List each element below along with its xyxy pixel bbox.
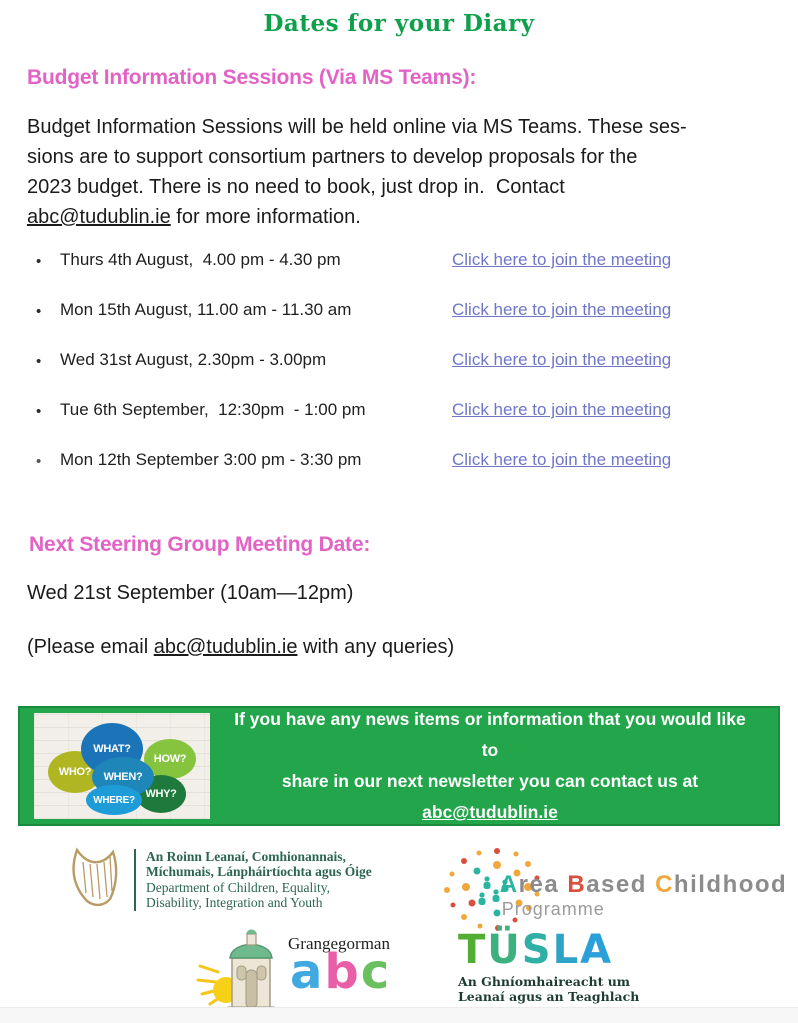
intro-line-1: Budget Information Sessions will be held online via MS Teams. These ses- — [27, 116, 687, 138]
session-datetime: Mon 12th September 3:00 pm - 3:30 pm — [60, 450, 362, 469]
budget-sessions-heading: Budget Information Sessions (Via MS Teams): — [27, 66, 477, 89]
speech-bubble-how: HOW? — [144, 739, 196, 779]
speech-bubble-who: WHO? — [48, 751, 102, 793]
session-list — [0, 250, 798, 500]
join-meeting-link[interactable]: Click here to join the meeting — [452, 350, 672, 369]
banner-line-1: If you have any news items or information that you would like to — [234, 709, 746, 760]
bullet-icon — [36, 403, 41, 420]
session-row — [0, 300, 798, 350]
news-contact-banner — [18, 706, 780, 826]
letter-c: c — [360, 944, 392, 1000]
abc-rest-a: rea — [518, 871, 560, 898]
speech-bubble-where: WHERE? — [86, 785, 142, 815]
intro-line-3: 2023 budget. There is no need to book, just drop in. Contact — [27, 176, 565, 198]
session-row — [0, 250, 798, 300]
tusla-letter-l: L — [552, 927, 581, 973]
abc-programme-logo — [438, 845, 788, 935]
abc-programme-subtitle: Programme — [501, 899, 605, 919]
grangegorman-name: Grangegorman — [288, 934, 390, 953]
banner-message — [210, 704, 778, 828]
harp-icon — [66, 845, 122, 914]
queries-email-link[interactable]: abc@tudublin.ie — [153, 636, 298, 658]
abc-programme-title — [500, 871, 787, 899]
join-meeting-link[interactable]: Click here to join the meeting — [452, 400, 672, 419]
session-datetime: Mon 15th August, 11.00 am - 11.30 am — [60, 300, 352, 319]
tusla-logo — [458, 928, 639, 1019]
letter-a: a — [290, 944, 325, 1000]
bullet-icon — [36, 353, 41, 370]
tusla-letter-u: Ü — [487, 927, 522, 973]
page-title: Dates for your Diary — [263, 10, 535, 37]
bullet-icon — [36, 453, 41, 470]
intro-line-4 — [27, 202, 779, 232]
tusla-letter-s: S — [521, 927, 553, 973]
join-meeting-link[interactable]: Click here to join the meeting — [452, 300, 672, 319]
abc-initial-c: C — [655, 871, 674, 898]
budget-intro-paragraph — [27, 112, 779, 232]
dcediy-english-line-1: Department of Children, Equality, — [146, 879, 330, 895]
queries-prefix: (Please email — [27, 636, 154, 658]
session-row — [0, 400, 798, 450]
grangegorman-abc-letters — [290, 944, 391, 1000]
dcediy-irish-line-1: An Roinn Leanaí, Comhionannais, — [146, 848, 346, 864]
abc-initial-b: B — [567, 871, 587, 898]
join-meeting-link[interactable]: Click here to join the meeting — [452, 250, 672, 269]
join-meeting-link[interactable]: Click here to join the meeting — [452, 450, 672, 469]
bullet-icon — [36, 253, 41, 270]
queries-suffix: with any queries) — [297, 636, 455, 658]
banner-email-link[interactable]: abc@tudublin.ie — [422, 802, 558, 822]
dcediy-text — [146, 849, 372, 911]
steering-meeting-heading: Next Steering Group Meeting Date: — [29, 533, 371, 556]
banner-line-2: share in our next newsletter you can contact us at — [281, 771, 699, 791]
intro-line-2: sions are to support consortium partners to develop proposals for the — [27, 146, 638, 168]
abc-rest-c: hildhood — [673, 871, 788, 898]
contact-email-link[interactable]: abc@tudublin.ie — [27, 206, 171, 228]
session-datetime: Wed 31st August, 2.30pm - 3.00pm — [60, 350, 327, 369]
letter-b: b — [324, 944, 361, 1000]
session-row — [0, 350, 798, 400]
grangegorman-abc-logo — [196, 928, 428, 1014]
abc-rest-b: ased — [586, 871, 647, 898]
tusla-irish-line-1: An Ghníomhaireacht um — [458, 974, 631, 989]
page-bottom-strip — [0, 1007, 798, 1023]
tusla-letter-a: A — [580, 927, 614, 973]
logo-row-bottom — [0, 928, 798, 1019]
speech-bubble-when: WHEN? — [92, 757, 154, 797]
logo-row-top — [0, 845, 798, 935]
dcediy-english-line-2: Disability, Integration and Youth — [146, 895, 323, 910]
tusla-letter-t: T — [458, 927, 488, 973]
speech-bubble-what: WHAT? — [81, 723, 143, 775]
session-row — [0, 450, 798, 500]
tusla-wordmark — [458, 928, 639, 972]
dcediy-irish-line-2: Míchumais, Lánpháirtíochta agus Óige — [146, 864, 372, 879]
steering-meeting-date: Wed 21st September (10am—12pm) — [27, 582, 354, 604]
question-words-image — [34, 713, 210, 819]
queries-line — [27, 636, 454, 659]
intro-tail-text: for more information. — [170, 206, 361, 228]
session-datetime: Thurs 4th August, 4.00 pm - 4.30 pm — [60, 250, 341, 269]
logo-divider — [134, 849, 136, 911]
dcediy-logo — [66, 845, 372, 914]
tusla-irish-line-2: Leanaí agus an Teaghlach — [458, 989, 640, 1004]
abc-initial-a: A — [499, 871, 519, 898]
bullet-icon — [36, 303, 41, 320]
session-datetime: Tue 6th September, 12:30pm - 1:00 pm — [60, 400, 366, 419]
speech-bubble-why: WHY? — [136, 775, 186, 813]
